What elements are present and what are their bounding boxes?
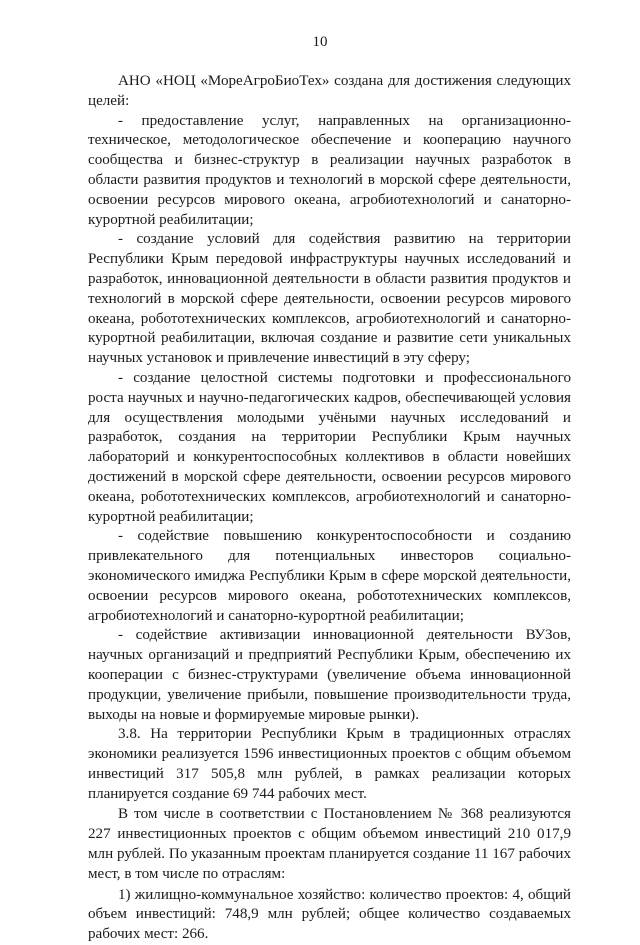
paragraph-goal-infrastructure: - создание условий для содействия развитию на территории Республики Крым передовой инфраструктуры научных исследований и разработок, инновационной деятельности в области развития продуктов и технологий в морской сфере деятельности, освоении ресурсов мирового океана, робототехнических комплексов, агробиотехнологий и санаторно-курортной реабилитации, включая создание и развитие сети уникальных научных установок и привлечение инвестиций в эту сферу;	[88, 231, 571, 367]
paragraph-goal-competitiveness: - содействие повышению конкурентоспособности и созданию привлекательного для потенциальных инвесторов социально-экономического имиджа Республики Крым в сфере морской деятельности, освоении ресурсов мирового океана, робототехнических комплексов, агробиотехнологий и санаторно-курортной реабилитации;	[88, 528, 571, 624]
paragraph-goal-personnel: - создание целостной системы подготовки и профессионального роста научных и научно-педагогических кадров, обеспечивающей условия для осуществления молодыми учёными научных исследований и разработок, создания на территории Республики Крым научных лабораторий и конкурентоспособных коллективов в области новейших достижений в морской сфере деятельности, освоении ресурсов мирового океана, робототехнических комплексов, агробиотехнологий и санаторно-курортной реабилитации;	[88, 369, 571, 525]
paragraph-goal-innovation: - содействие активизации инновационной деятельности ВУЗов, научных организаций и предприятий Республики Крым, обеспечению их кооперации с бизнес-структурами (увеличение объема инновационной продукции, увеличение прибыли, повышение производительности труда, выходы на новые и формируемые мировые рынки).	[88, 627, 571, 723]
paragraph-resolution-368: В том числе в соответствии с Постановлением № 368 реализуются 227 инвестиционных проектов с общим объемом инвестиций 210 017,9 млн рублей. По указанным проектам планируется создание 11 167 рабочих мест, в том числе по отраслям:	[88, 806, 571, 882]
paragraph-housing-utilities: 1) жилищно-коммунальное хозяйство: количество проектов: 4, общий объем инвестиций: 748,9 млн рублей; общее количество создаваемых рабочих мест: 266.	[88, 886, 571, 943]
paragraph-goal-services: - предоставление услуг, направленных на организационно-техническое, методологическое обеспечение и кооперацию научного сообщества и бизнес-структур в реализации научных разработок в области развития продуктов и технологий в морской сфере деятельности, освоении ресурсов мирового океана, агробиотехнологий и санаторно-курортной реабилитации;	[88, 112, 571, 228]
paragraph-section-3-8: 3.8. На территории Республики Крым в традиционных отраслях экономики реализуется 1596 инвестиционных проектов с общим объемом инвестиций 317 505,8 млн рублей, в рамках реализации которых планируется создание 69 744 рабочих мест.	[88, 726, 571, 802]
paragraph-intro: АНО «НОЦ «МореАгроБиоТех» создана для достижения следующих целей:	[88, 73, 571, 109]
document-body	[88, 72, 571, 945]
page-number: 10	[312, 34, 328, 50]
